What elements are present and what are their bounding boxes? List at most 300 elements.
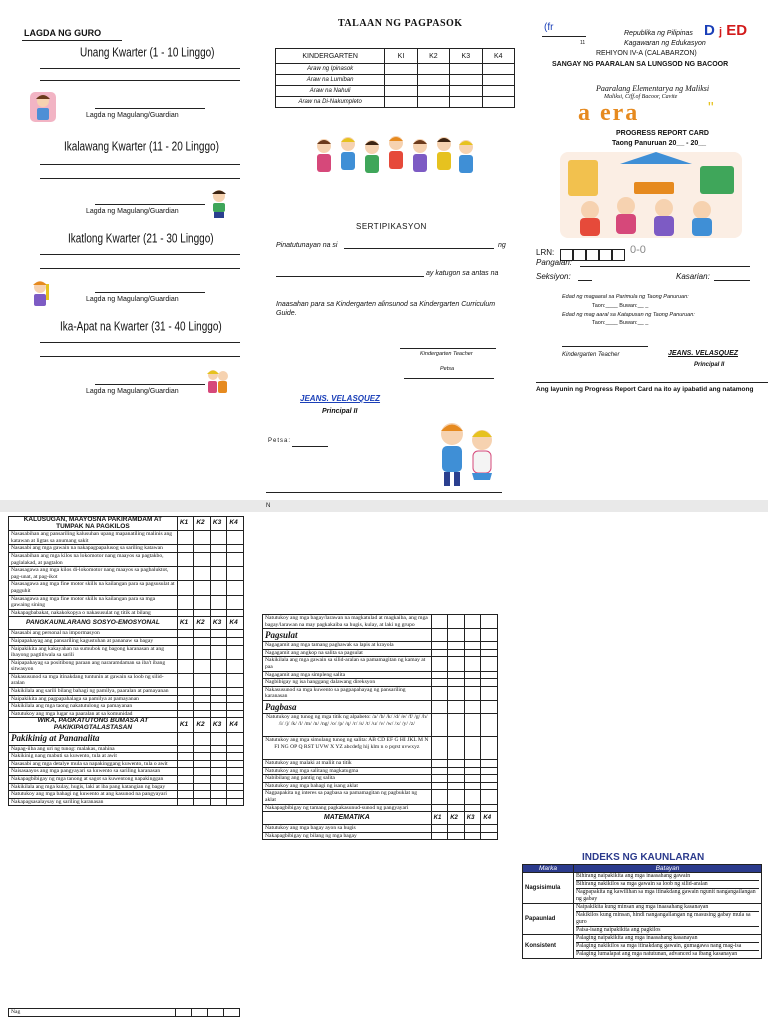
grade-header-k1: K1 [431,812,448,825]
grade-cell[interactable] [227,695,244,703]
grade-cell[interactable] [227,710,244,718]
grade-header-k4: K4 [227,617,244,630]
grade-cell[interactable] [210,753,227,761]
grade-cell[interactable] [194,552,211,566]
grade-cell[interactable] [227,768,244,776]
attendance-row-label: Araw na Lumiban [276,75,385,86]
grade-cell[interactable] [177,545,194,553]
grade-cell[interactable] [177,688,194,696]
grade-cell[interactable] [177,630,194,638]
grade-cell[interactable] [431,775,448,783]
grade-cell[interactable] [464,642,481,650]
grade-cell[interactable] [194,688,211,696]
certification-line-1: Pinatutunayan na si [276,242,338,249]
grade-cell[interactable] [194,630,211,638]
grade-cell[interactable] [481,759,498,767]
grade-cell[interactable] [227,637,244,645]
grade-header-k3: K3 [464,812,481,825]
grade-cell[interactable] [194,659,211,673]
line [40,80,240,81]
skill-item: Natutukoy ang mga bagay ayon sa hugis [263,825,432,833]
grade-cell[interactable] [431,759,448,767]
grade-cell[interactable] [431,713,448,736]
attendance-cell[interactable] [450,64,482,75]
petsa-label-1: Petsa [440,366,455,372]
grade-cell[interactable] [431,671,448,679]
skill-item: Nakapagbabakat, nakakokopya o nakasusulat ng titik at bilang [9,609,178,617]
skill-item-fragment: Nag [9,1009,176,1017]
legend-marka-nagsisimula: Nagsisimula [523,873,574,904]
grade-cell[interactable] [194,768,211,776]
grade-cell[interactable] [194,703,211,711]
grade-cell[interactable] [210,567,227,581]
grade-cell[interactable] [431,679,448,687]
grade-cell[interactable] [481,832,498,840]
grade-cell[interactable] [210,637,227,645]
skill-item: Nagagamit ang angkop na salita sa pagsulat [263,649,432,657]
subsection-title-pagbasa: Pagbasa [263,700,432,713]
grade-cell[interactable] [194,760,211,768]
grade-cell[interactable] [194,637,211,645]
student-name-line[interactable] [344,248,494,249]
line [40,164,240,165]
kasarian-label: Kasarian: [676,272,710,281]
grade-cell[interactable] [481,679,498,687]
deped-logo-d: D [704,22,715,39]
grade-cell[interactable] [227,567,244,581]
skill-item: Nakasusunod sa mga itinakdang tuntunin at gawain sa loob ng silid-aralan [9,673,178,687]
grade-cell[interactable] [481,736,498,759]
cover-word [578,100,639,127]
grade-cell[interactable] [177,768,194,776]
skill-item: Naisasaayos ang mga pangyayari sa kuwento sa sariling karanasan [9,768,178,776]
grade-cell[interactable] [464,782,481,790]
grade-cell[interactable] [448,649,465,657]
attendance-header-k2: K2 [417,49,449,64]
skill-item: Natutukoy ang mga bagay/larawan na magkatulad at magkaiba, ang mga bagay/larawan na may pagkakaiba sa hugis, kulay, at laki ng grupo [263,615,432,629]
attendance-cell[interactable] [482,86,514,97]
grade-cell[interactable] [464,759,481,767]
legend-item: Nagpapakita ng kawilihan sa mga itinakdang gawain ngunit nangangailangan ng gabay [576,888,759,903]
grade-cell[interactable] [464,790,481,804]
grade-cell[interactable] [481,782,498,790]
grade-cell[interactable] [227,595,244,609]
grade-cell[interactable] [431,736,448,759]
edad-start: Edad ng magaaral sa Parimula ng Taong Panuruan: [562,294,689,300]
subsection-title-pakikinig: Pakikinig at Pananalita [9,732,178,745]
grade-cell[interactable] [210,783,227,791]
grade-cell[interactable] [176,1009,192,1017]
skill-item: Nagpapakita ng interes sa pagbasa sa pamamagitan ng pagbuklat ng aklat [263,790,432,804]
grade-cell[interactable] [481,671,498,679]
grade-cell[interactable] [210,545,227,553]
signature-line [95,292,205,293]
grade-cell[interactable] [210,595,227,609]
signature-line [95,204,205,205]
grade-cell[interactable] [431,767,448,775]
grade-cell [194,732,211,745]
attendance-cell[interactable] [417,86,449,97]
grade-cell[interactable] [194,531,211,545]
grade-cell[interactable] [210,688,227,696]
grade-cell[interactable] [177,659,194,673]
grade-cell[interactable] [210,768,227,776]
signature-line [562,346,648,347]
attendance-cell[interactable] [450,97,482,108]
date-line[interactable] [292,446,328,447]
grade-cell[interactable] [177,783,194,791]
grade-cell[interactable] [210,630,227,638]
progress-report-title: PROGRESS REPORT CARD [616,130,709,137]
grade-cell[interactable] [210,791,227,799]
grade-cell[interactable] [210,659,227,673]
grade-cell[interactable] [194,595,211,609]
paaralan-name: Paaralang Elementarya ng Maliksi [596,84,710,93]
grade-cell[interactable] [194,710,211,718]
grade-cell[interactable] [448,679,465,687]
grade-cell[interactable] [210,581,227,595]
grade-cell[interactable] [227,783,244,791]
skill-item: Nakikilala ang mga kulay, hugis, laki at iba pang katangian ng bagay [9,783,178,791]
report-card-inner-page [0,512,768,1024]
parent-signature-caption-4: Lagda ng Magulang/Guardian [86,388,179,395]
legend-item: Palaging nakikilos sa mga itinakdang gawain, gumagawa nang mag-isa [576,942,759,950]
grade-cell[interactable] [192,1009,208,1017]
attendance-cell[interactable] [482,64,514,75]
grade-cell[interactable] [177,637,194,645]
child-illustration-1 [30,92,56,122]
parent-signature-caption-1: Lagda ng Magulang/Guardian [86,112,179,119]
grade-cell[interactable] [227,745,244,753]
grade-cell[interactable] [177,581,194,595]
grade-cell[interactable] [464,649,481,657]
line [40,342,240,343]
grade-cell[interactable] [448,804,465,812]
grade-cell [227,732,244,745]
grade-cell[interactable] [431,832,448,840]
skill-item: Nakikilala ang sarili bilang bahagi ng pamilya, paaralan at pamayanan [9,688,178,696]
grade-cell[interactable] [207,1009,223,1017]
grade-cell[interactable] [177,595,194,609]
attendance-cell[interactable] [385,97,417,108]
grade-cell[interactable] [227,545,244,553]
grade-cell[interactable] [210,710,227,718]
grade-cell[interactable] [481,790,498,804]
skill-item: Nakapagsasalaysay ng sariling karanasan [9,798,178,806]
grade-cell[interactable] [227,703,244,711]
attendance-cell[interactable] [385,86,417,97]
line [40,268,240,269]
grade-cell [448,700,465,713]
grade-cell[interactable] [464,775,481,783]
legend-item: Nakikilos kung minsan, hindi nangangailangan ng masusing gabay mula sa guro [576,911,759,926]
attendance-title: TALAAN NG PAGPASOK [338,18,463,29]
skill-item: Natutukoy ang mga bahagi ng isang aklat [263,782,432,790]
grade-cell[interactable] [431,657,448,671]
grade-cell[interactable] [464,615,481,629]
grade-cell[interactable] [177,609,194,617]
grade-cell[interactable] [194,753,211,761]
grade-cell[interactable] [194,783,211,791]
sangay-label: SANGAY NG PAARALAN SA LUNGSOD NG BACOOR [552,61,729,68]
grade-header-k1: K1 [177,517,194,531]
grade-cell[interactable] [177,745,194,753]
grade-cell[interactable] [227,753,244,761]
grade-cell[interactable] [464,713,481,736]
grade-cell[interactable] [227,645,244,659]
grade-cell[interactable] [481,686,498,700]
grade-cell [481,629,498,642]
grade-cell[interactable] [431,642,448,650]
grade-cell[interactable] [177,753,194,761]
skill-item: Nasasabi ang mga gawain na nakapagpapalusog sa sariling katawan [9,545,178,553]
grade-cell[interactable] [481,642,498,650]
grade-cell[interactable] [431,615,448,629]
grade-header-k2: K2 [448,812,465,825]
grade-cell[interactable] [227,776,244,784]
attendance-cell[interactable] [417,64,449,75]
stamp-left: (fr [544,22,554,33]
grade-cell[interactable] [194,776,211,784]
grade-cell[interactable] [464,657,481,671]
name-line[interactable] [580,266,750,267]
grade-cell[interactable] [481,804,498,812]
teacher-caption-middle: Kindergarten Teacher [420,351,473,357]
boy-girl-illustration [432,418,504,490]
grade-cell[interactable] [210,609,227,617]
grade-cell[interactable] [227,630,244,638]
grade-cell[interactable] [227,798,244,806]
grade-cell[interactable] [448,671,465,679]
deped-logo [704,22,747,39]
grade-cell[interactable] [464,679,481,687]
child-illustration-4 [204,366,230,396]
grade-cell[interactable] [210,695,227,703]
grade-cell[interactable] [481,657,498,671]
lrn-label: LRN: [536,248,555,257]
grade-cell[interactable] [223,1009,239,1017]
grade-cell[interactable] [210,745,227,753]
legend-header-batayan: Batayan [574,865,762,873]
grade-cell [448,629,465,642]
grade-cell[interactable] [464,825,481,833]
edad-end-fields: Taon:____ Buwan:__ _ [592,320,649,326]
grade-cell[interactable] [448,642,465,650]
attendance-row-label: Araw na Nahuli [276,86,385,97]
grade-cell[interactable] [448,615,465,629]
grade-cell[interactable] [431,782,448,790]
deped-logo-j: j [719,26,723,38]
grade-cell[interactable] [210,760,227,768]
deped-logo-ed: ED [726,22,748,39]
legend-item: Paisa-isang naipakikita ang pagkilos [576,926,759,934]
section-title-sosyo-emosyonal: PANGKAUNLARANG SOSYO-EMOSYONAL [9,617,178,630]
skill-item: Napag-iiba ang uri ng tunog: malakas, mahina [9,745,178,753]
skill-item: Natutukoy ang mga simulang tunog ng salita: AB CD EF G HI JKL M N FI NG OP Q RST UVW X YZ abcdefg hij klm n o pqrst uvwxyz [263,736,432,759]
grade-header-k3: K3 [210,517,227,531]
grade-cell[interactable] [210,552,227,566]
grade-cell[interactable] [194,545,211,553]
attendance-cell[interactable] [482,75,514,86]
line [40,178,240,179]
skill-item: Nakapagbibigay ng bilang ng mga bagay [263,832,432,840]
grade-cell[interactable] [448,790,465,804]
grade-cell[interactable] [448,657,465,671]
grade-cell[interactable] [227,581,244,595]
grade-cell[interactable] [177,645,194,659]
grade-cell[interactable] [431,825,448,833]
grade-cell[interactable] [177,531,194,545]
grade-cell[interactable] [448,759,465,767]
grade-cell[interactable] [448,832,465,840]
footer-purpose: Ang layunin ng Progress Report Card na ito ay ipabatid ang natamong [536,386,754,393]
grade-cell[interactable] [448,767,465,775]
certification-ng: ng [498,242,506,249]
grade-header-k1: K1 [177,617,194,630]
grade-cell[interactable] [481,825,498,833]
grade-cell[interactable] [431,804,448,812]
grade-cell[interactable] [464,736,481,759]
skill-item: Nasasagawa ang mga kilos di-lokomotor nang maayos sa pagbaluktot, pag-unat, at pag-ikot [9,567,178,581]
grade-cell[interactable] [448,713,465,736]
attendance-row-label: Araw na Di-Nakumpleto [276,97,385,108]
date-line[interactable] [404,378,494,379]
grade-cell[interactable] [481,649,498,657]
grade-cell[interactable] [210,798,227,806]
grade-cell[interactable] [194,609,211,617]
grade-cell[interactable] [227,531,244,545]
grade-cell[interactable] [210,645,227,659]
attendance-cell[interactable] [417,75,449,86]
grade-cell[interactable] [431,649,448,657]
grade-cell[interactable] [448,775,465,783]
grade-cell[interactable] [227,609,244,617]
kagawaran-label: Kagawaran ng Edukasyon [624,40,706,47]
grade-cell[interactable] [177,760,194,768]
grade-cell[interactable] [448,825,465,833]
grade-cell[interactable] [481,615,498,629]
grade-cell[interactable] [227,760,244,768]
signature-line [95,384,205,385]
principal-title-middle: Principal II [322,408,358,415]
grade-cell[interactable] [194,798,211,806]
grade-cell[interactable] [481,713,498,736]
grade-cell [177,732,194,745]
attendance-header-k4: K4 [482,49,514,64]
grade-header-k3: K3 [210,718,227,732]
grade-cell[interactable] [194,567,211,581]
grade-cell[interactable] [177,791,194,799]
grade-cell[interactable] [448,686,465,700]
teacher-caption-right: Kindergarten Teacher [562,352,620,358]
skill-item: Naipapahayag ang pansariling kagustuhan at pananaw sa bagay [9,637,178,645]
skill-item: Nasasagawa ang mga fine motor skills na kailangan para sa pagsusulat at pagguhit [9,581,178,595]
grade-cell[interactable] [227,688,244,696]
legend-item: Naipakikita kung minsan ang mga inaasahang kasanayan [576,904,709,910]
skill-item: Nagagamit ang mga simpleng salita [263,671,432,679]
grade-cell[interactable] [194,695,211,703]
grade-cell[interactable] [431,790,448,804]
section-line[interactable] [578,280,592,281]
grade-cell[interactable] [481,775,498,783]
grade-cell[interactable] [227,659,244,673]
grade-cell[interactable] [431,686,448,700]
attendance-cell[interactable] [417,97,449,108]
attendance-cell[interactable] [450,86,482,97]
grade-cell[interactable] [194,745,211,753]
grade-cell[interactable] [210,776,227,784]
teacher-signature-header: LAGDA NG GURO [24,28,102,38]
grade-cell[interactable] [481,767,498,775]
footer-mark: N [266,503,271,509]
footer-rule [536,382,768,383]
grade-cell[interactable] [464,671,481,679]
grade-cell[interactable] [448,782,465,790]
attendance-row-label: Araw ng Ipinasok [276,64,385,75]
grade-cell[interactable] [194,645,211,659]
skill-item: Natutukoy ang tunog ng mga titik ng alpabeto: /a/ /b/ /k/ /d/ /e/ /f/ /g/ /h/ /i/ /j/ /k/ /l/ /m/ /n/ /ng/ /o/ /p/ /q/ /r/ /s/ /t/ /u/ /v/ /w/ /x/ /y/ /z/ [263,713,432,736]
parent-signature-caption-2: Lagda ng Magulang/Guardian [86,208,179,215]
grade-cell[interactable] [210,673,227,687]
attendance-cell[interactable] [482,97,514,108]
grade-cell[interactable] [177,776,194,784]
signature-line [400,348,496,349]
bottom-rule [266,492,502,493]
grade-cell[interactable] [177,703,194,711]
attendance-cell[interactable] [450,75,482,86]
grade-cell[interactable] [464,804,481,812]
header-rule [22,40,122,41]
grade-cell [431,629,448,642]
skill-item: Nakikinig nang mabuti sa kuwento, tula at awit [9,753,178,761]
sex-line[interactable] [714,280,750,281]
grade-cell[interactable] [227,552,244,566]
grade-cell[interactable] [194,581,211,595]
section-title-wika: WIKA, PAGKATUTONG BUMASA AT PAKIKIPAGTALASTASAN [9,718,178,732]
skill-item: Nakikilala ang mga taong nakatutulong sa pamayanan [9,703,178,711]
skill-item: Naipakikita ang pagpapahalaga sa pamilya at pamayanan [9,695,178,703]
signature-line [95,108,205,109]
grade-cell[interactable] [177,798,194,806]
grade-cell[interactable] [227,791,244,799]
legend-batayan-nagsisimula [574,873,762,904]
grade-header-k1: K1 [177,718,194,732]
grade-cell[interactable] [464,686,481,700]
skill-item: Nagbibigay ng isa hanggang dalawang direksyon [263,679,432,687]
level-line[interactable] [276,276,424,277]
grade-cell[interactable] [177,710,194,718]
grade-cell[interactable] [177,552,194,566]
grade-cell[interactable] [194,673,211,687]
grade-cell[interactable] [227,673,244,687]
attendance-header-kindergarten: KINDERGARTEN [276,49,385,64]
report-card-outer-page [0,0,768,509]
attendance-cell[interactable] [385,64,417,75]
grade-cell[interactable] [177,567,194,581]
grade-cell[interactable] [177,695,194,703]
attendance-table [275,48,515,108]
grade-cell[interactable] [210,531,227,545]
grade-cell[interactable] [448,736,465,759]
paaralan-address: Maliksi, Ciff.of Bacoor, Cavite [604,94,678,100]
grade-cell[interactable] [177,673,194,687]
grade-cell[interactable] [464,832,481,840]
attendance-cell[interactable] [385,75,417,86]
grade-cell[interactable] [194,791,211,799]
petsa-label-2: Petsa: [268,438,292,444]
grade-cell[interactable] [210,703,227,711]
grade-cell[interactable] [464,767,481,775]
